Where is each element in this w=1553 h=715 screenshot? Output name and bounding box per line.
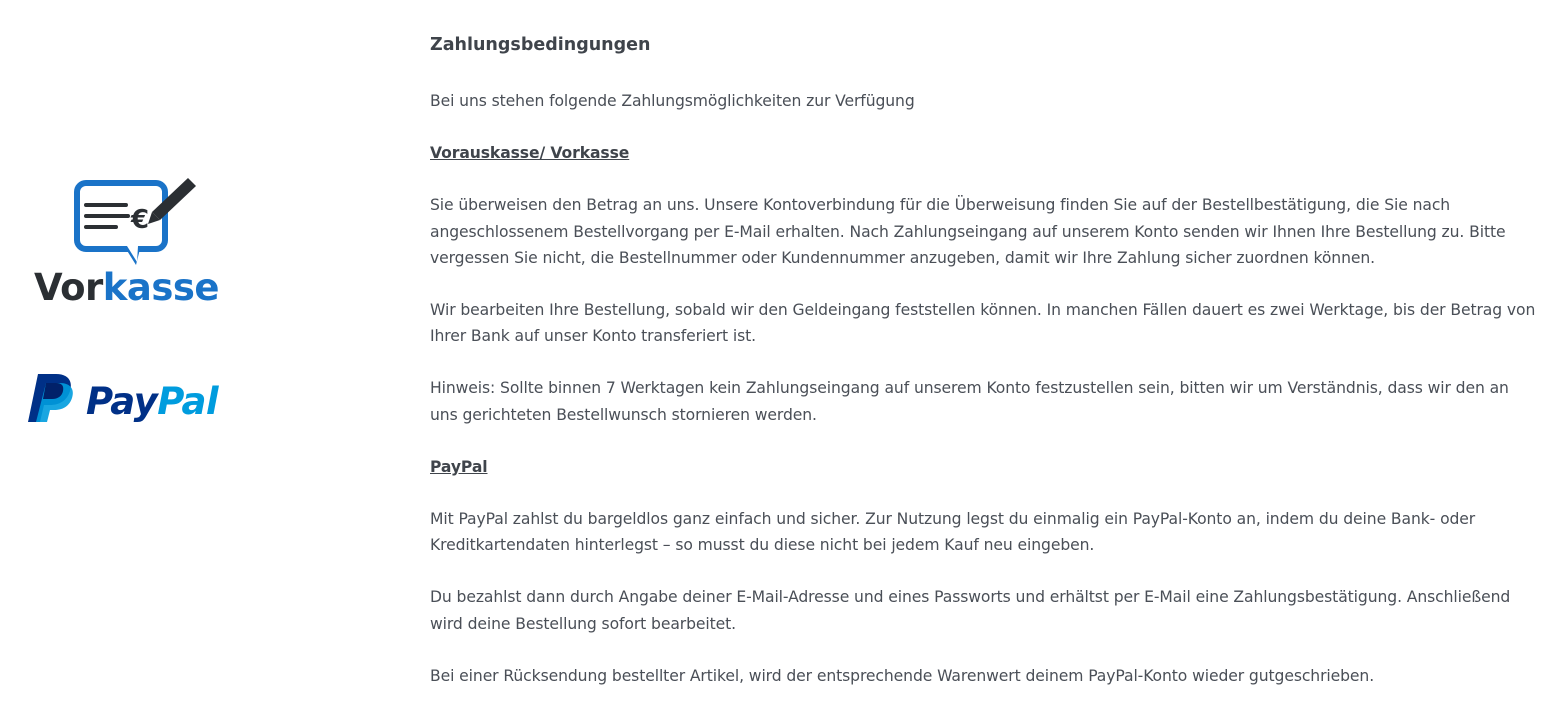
vorkasse-section-title xyxy=(430,140,1540,166)
paypal-wordmark xyxy=(86,380,220,423)
vorkasse-wordmark xyxy=(34,266,219,307)
intro-text: Bei uns stehen folgende Zahlungsmöglichkeiten zur Verfügung xyxy=(430,92,915,110)
payment-logos xyxy=(0,0,420,711)
paypal-title: PayPal xyxy=(430,457,488,476)
vorkasse-paragraph-3: Hinweis: Sollte binnen 7 Werktagen kein Zahlungseingang auf unserem Konto festzustellen sein, bitten wir um Verständnis, dass wir den an uns gerichteten Bestellwunsch stornieren werden. xyxy=(430,379,1509,424)
paypal-section-title xyxy=(430,454,1540,480)
paypal-paragraph-1: Mit PayPal zahlst du bargeldlos ganz einfach und sicher. Zur Nutzung legst du einmalig ein PayPal-Konto an, indem du deine Bank- oder Kreditkartendaten hinterlegst – so musst du diese nicht bei jedem Kauf neu eingeben. xyxy=(430,510,1476,555)
payment-terms-content xyxy=(430,30,1540,715)
page-title: Zahlungsbedingungen xyxy=(430,35,651,55)
vorkasse-wordmark-dark: Vor xyxy=(34,266,103,307)
vorkasse-paragraph-2: Wir bearbeiten Ihre Bestellung, sobald wir den Geldeingang feststellen können. In manchen Fällen dauert es zwei Werktage, bis der Betrag von Ihrer Bank auf unser Konto transferiert ist. xyxy=(430,301,1536,346)
paypal-p-icon xyxy=(26,372,236,426)
paypal-wordmark-dark: Pay xyxy=(86,380,158,423)
vorkasse-wordmark-blue: kasse xyxy=(102,266,219,307)
vorkasse-logo xyxy=(34,172,229,307)
vorkasse-title: Vorauskasse/ Vorkasse xyxy=(430,144,630,163)
paypal-logo xyxy=(26,372,236,426)
euro-symbol: € xyxy=(131,205,150,235)
paypal-paragraph-2: Du bezahlst dann durch Angabe deiner E-Mail-Adresse und eines Passworts und erhältst per E-Mail eine Zahlungsbestätigung. Anschließend wird deine Bestellung sofort bearbeitet. xyxy=(430,588,1511,633)
paypal-paragraph-3: Bei einer Rücksendung bestellter Artikel, wird der entsprechende Warenwert deinem PayPal-Konto wieder gutgeschrieben. xyxy=(430,666,1375,685)
invoice-pen-icon xyxy=(34,172,229,307)
vorkasse-paragraph-1: Sie überweisen den Betrag an uns. Unsere Kontoverbindung für die Überweisung finden Sie auf der Bestellbestätigung, die Sie nach angeschlossenem Bestellvorgang per E-Mail erhalten. Nach Zahlungseingang auf unserem Konto senden wir Ihnen Ihre Bestellung zu. Bitte vergessen Sie nicht, die Bestellnummer oder Kundennummer anzugeben, damit wir Ihre Zahlung sicher zuordnen können. xyxy=(430,196,1506,267)
paypal-wordmark-light: Pal xyxy=(157,380,219,423)
